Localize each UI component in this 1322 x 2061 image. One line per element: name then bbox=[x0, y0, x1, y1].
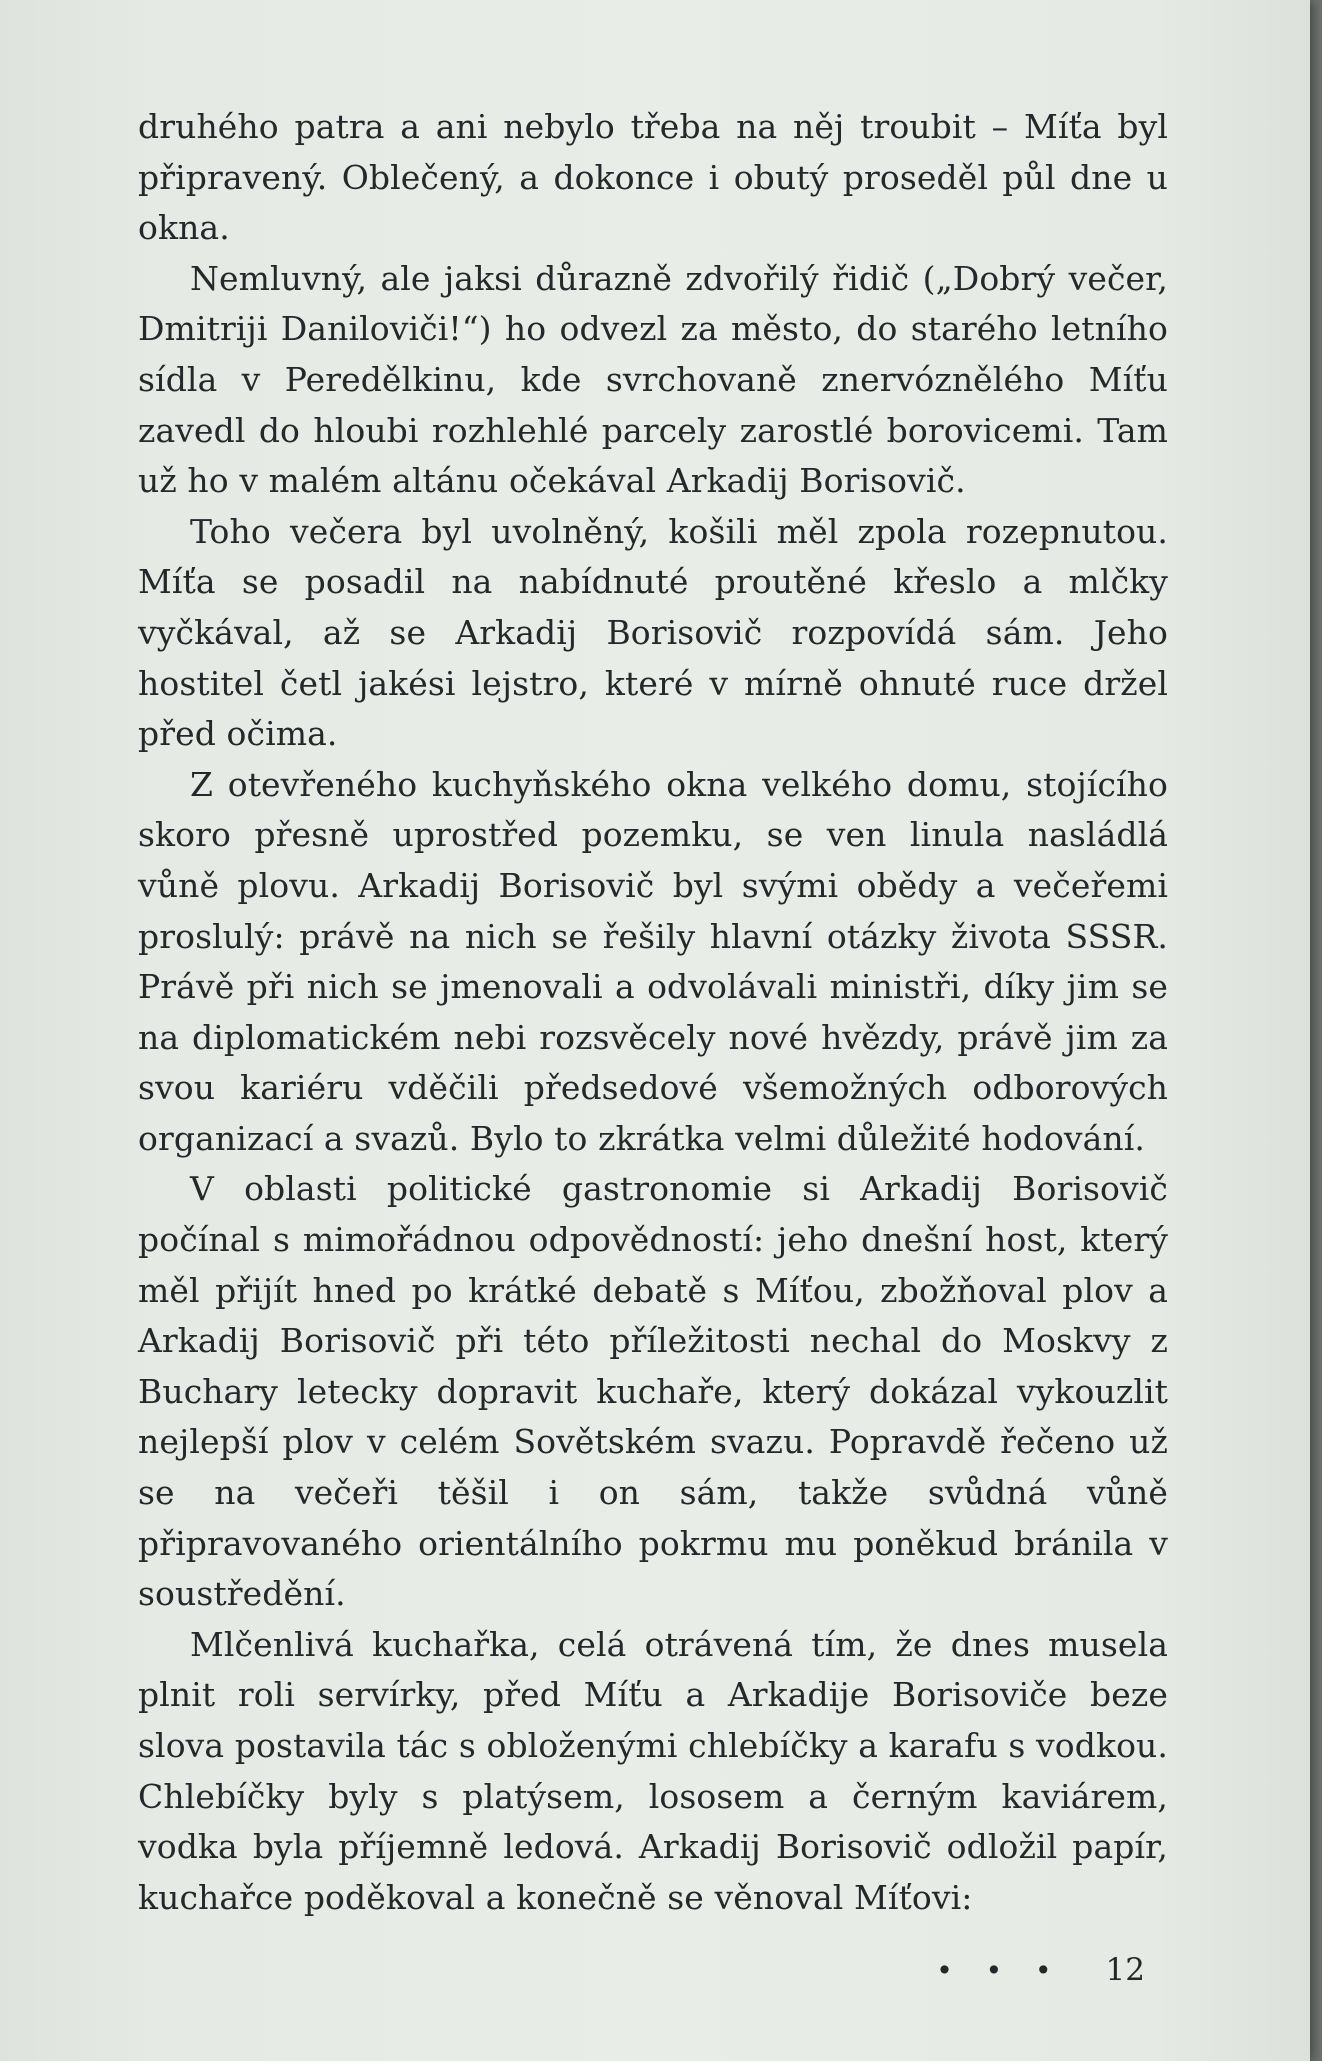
paragraph-2: Nemluvný, ale jaksi důrazně zdvořilý řidič („Dobrý večer, Dmitriji Daniloviči!“) ho odvezl za město, do starého letního sídla v Peredělkinu, kde svrchovaně znervóznělého Míťu zavedl do hloubi rozhlehlé parcely zarostlé borovicemi. Tam už ho v malém altánu očekával Arkadij Borisovič. bbox=[138, 258, 1168, 501]
paragraph-5: V oblasti politické gastronomie si Arkadij Borisovič počínal s mimořádnou odpovědností: jeho dnešní host, který měl přijít hned po krátké debatě s Míťou, zbožňoval plov a Arkadij Borisovič při této příležitosti nechal do Moskvy z Buchary letecky dopravit kuchaře, který dokázal vykouzlit nejlepší plov v celém Sovětském svazu. Popravdě řečeno už se na večeři těšil i on sám, takže svůdná vůně připravovaného orientálního pokrmu mu poněkud bránila v soustředění. bbox=[138, 1169, 1168, 1614]
footer-ornament-dots: • • • bbox=[936, 1953, 1064, 1987]
page-number: 12 bbox=[1105, 1952, 1145, 1988]
body-text bbox=[138, 102, 1168, 1923]
page-footer bbox=[936, 1945, 1145, 1995]
paragraph-4: Z otevřeného kuchyňského okna velkého domu, stojícího skoro přesně uprostřed pozemku, se ven linula nasládlá vůně plovu. Arkadij Borisovič byl svými obědy a večeřemi proslulý: právě na nich se řešily hlavní otázky života SSSR. Právě při nich se jmenovali a odvolávali ministři, díky jim se na diplomatickém nebi rozsvěcely nové hvězdy, právě jim za svou kariéru vděčili předsedové všemožných odborových organizací a svazů. Bylo to zkrátka velmi důležité hodování. bbox=[138, 764, 1168, 1158]
paragraph-6: Mlčenlivá kuchařka, celá otrávená tím, že dnes musela plnit roli servírky, před Míťu a Arkadije Borisoviče beze slova postavila tác s obloženými chlebíčky a karafu s vodkou. Chlebíčky byly s platýsem, lososem a černým kaviárem, vodka byla příjemně ledová. Arkadij Borisovič odložil papír, kuchařce poděkoval a konečně se věnoval Míťovi: bbox=[138, 1624, 1168, 1917]
paragraph-3: Toho večera byl uvolněný, košili měl zpola rozepnutou. Míťa se posadil na nabídnuté proutěné křeslo a mlčky vyčkával, až se Arkadij Borisovič rozpovídá sám. Jeho hostitel četl jakési lejstro, které v mírně ohnuté ruce držel před očima. bbox=[138, 511, 1168, 754]
paragraph-1: druhého patra a ani nebylo třeba na něj troubit – Míťa byl připravený. Oblečený, a dokonce i obutý proseděl půl dne u okna. bbox=[138, 107, 1168, 248]
